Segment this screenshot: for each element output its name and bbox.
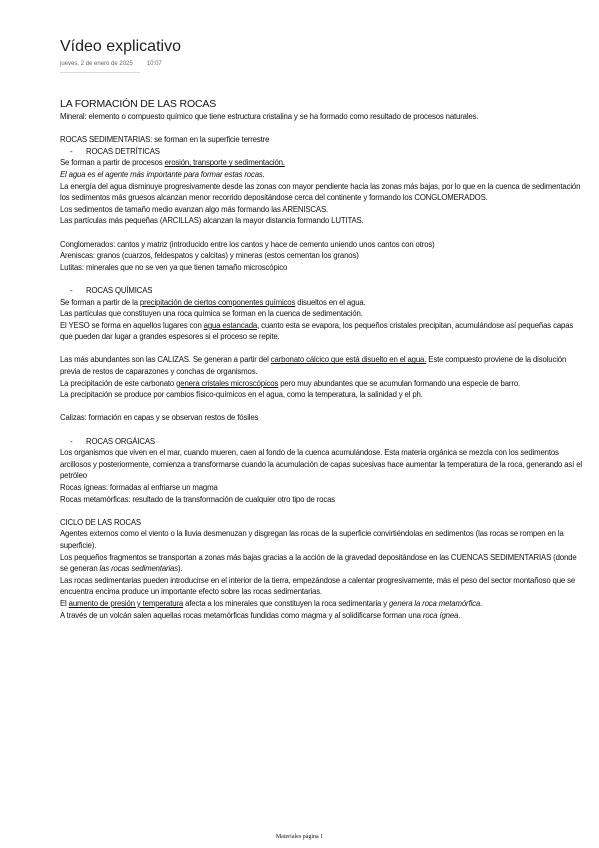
- paragraph: El YESO se forma en aquellos lugares con agua estancada, cuanto esta se evapora, los pequeños cristales precipitan, acumulándose así pequeñas capas que pueden dar lugar a grandes espesores si el proceso se repite.: [60, 320, 574, 342]
- page-time: 10:07: [146, 61, 162, 67]
- paragraph: El aumento de presión y temperatura afecta a los minerales que constituyen la roca sedimentaria y genera la roca metamórfica.: [60, 598, 483, 608]
- paragraph: La precipitación se produce por cambios físico-químicos en el agua, como la temperatura, la salinidad y el ph.: [60, 390, 423, 400]
- note-body: [60, 98, 585, 621]
- paragraph: Las partículas que constituyen una roca química se forman en la cuenca de sedimentación.: [60, 309, 363, 319]
- paragraph: A través de un volcán salen aquellas rocas metamórficas fundidas como magma y al solidificarse forman una roca ígnea.: [60, 610, 461, 620]
- subheading-organicas: - ROCAS ORGÁICAS: [70, 436, 155, 446]
- page-timestamp: [60, 61, 162, 67]
- paragraph: Las partículas más pequeñas (ARCILLAS) alcanzan la mayor distancia formando LUTITAS.: [60, 216, 364, 226]
- paragraph: El agua es el agente más importante para formar estas rocas.: [60, 169, 265, 179]
- paragraph: Las rocas sedimentarias pueden introducirse en el interior de la tierra, empezándose a calentar progresivamente, más el peso del sector montañoso que se encuentra encima produce un importante efecto sobre las rocas sedimentarias.: [60, 575, 576, 597]
- paragraph: La precipitación de este carbonato genera cristales microscópicos pero muy abundantes que se acumulan formando una especie de barro.: [60, 378, 521, 388]
- title-divider: [60, 72, 140, 73]
- paragraph: La energía del agua disminuye progresivamente desde las zonas con mayor pendiente hacia las zonas más bajas, por lo que en la cuenca de sedimentación los sedimentos más gruesos alcanzan menor recorrido depositándose cerca del continente y formando los CONGLOMERADOS.: [60, 181, 581, 203]
- cycle-heading: CICLO DE LAS ROCAS: [60, 517, 141, 527]
- paragraph: Agentes externos como el viento o la lluvia desmenuzan y disgregan las rocas de la superficie convirtiéndolas en sedimentos (las rocas se rompen en la superficie).: [60, 529, 564, 550]
- page-footer: Materiales página 1: [275, 834, 324, 840]
- page-date: jueves, 2 de enero de 2025: [60, 61, 133, 67]
- mineral-definition: Mineral: elemento o compuesto químico que tiene estructura cristalina y se ha formado como resultado de procesos naturales.: [60, 112, 479, 121]
- paragraph: Los organismos que viven en el mar, cuando mueren, caen al fondo de la cuenca acumulándose. Esta materia orgánica se mezcla con los sedimentos arcillosos y posteriormente, comienza a transformarse cuando la acumulación de capas sucesivas hace aumentar la temperatura de la roca, generando así el petróleo: [60, 448, 582, 481]
- paragraph: Lutitas: minerales que no se ven ya que tienen tamaño microscópico: [60, 262, 288, 272]
- sedimentary-intro: ROCAS SEDIMENTARIAS: se forman en la superficie terrestre: [60, 135, 270, 145]
- paragraph: Los pequeños fragmentos se transportan a zonas más bajas gracias a la acción de la gravedad depositándose en las CUENCAS SEDIMENTARIAS (donde se generan las rocas sedimentarias).: [60, 552, 577, 574]
- paragraph: Areniscas: granos (cuarzos, feldespatos y calcitas) y mineras (estos cementan los granos): [60, 251, 359, 261]
- subheading-detriticas: - ROCAS DETRÍTICAS: [70, 146, 160, 156]
- section-heading: LA FORMACIÓN DE LAS ROCAS: [60, 98, 217, 110]
- subheading-quimicas: - ROCAS QUÍMICAS: [70, 285, 153, 295]
- paragraph: Rocas ígneas: formadas al enfriarse un magma: [60, 483, 218, 492]
- paragraph: Los sedimentos de tamaño medio avanzan algo más formando las ARENISCAS.: [60, 204, 329, 214]
- paragraph: Calizas: formación en capas y se observan restos de fósiles: [60, 413, 259, 423]
- paragraph: Las más abundantes son las CALIZAS. Se generan a partir del carbonato cálcico que está disuelto en el agua. Este compuesto proviene de la disolución previa de restos de caparazones y conchas de organismos.: [60, 355, 567, 377]
- page-title: Vídeo explicativo: [60, 38, 181, 55]
- paragraph: Se forman a partir de procesos erosión, transporte y sedimentación.: [60, 158, 285, 168]
- paragraph: Conglomerados: cantos y matriz (introducido entre los cantos y hace de cemento uniendo unos cantos con otros): [60, 239, 435, 249]
- paragraph: Rocas metamórficas: resultado de la transformación de cualquier otro tipo de rocas: [60, 494, 336, 504]
- paragraph: Se forman a partir de la precipitación de ciertos componentes químicos disueltos en el agua.: [60, 297, 366, 307]
